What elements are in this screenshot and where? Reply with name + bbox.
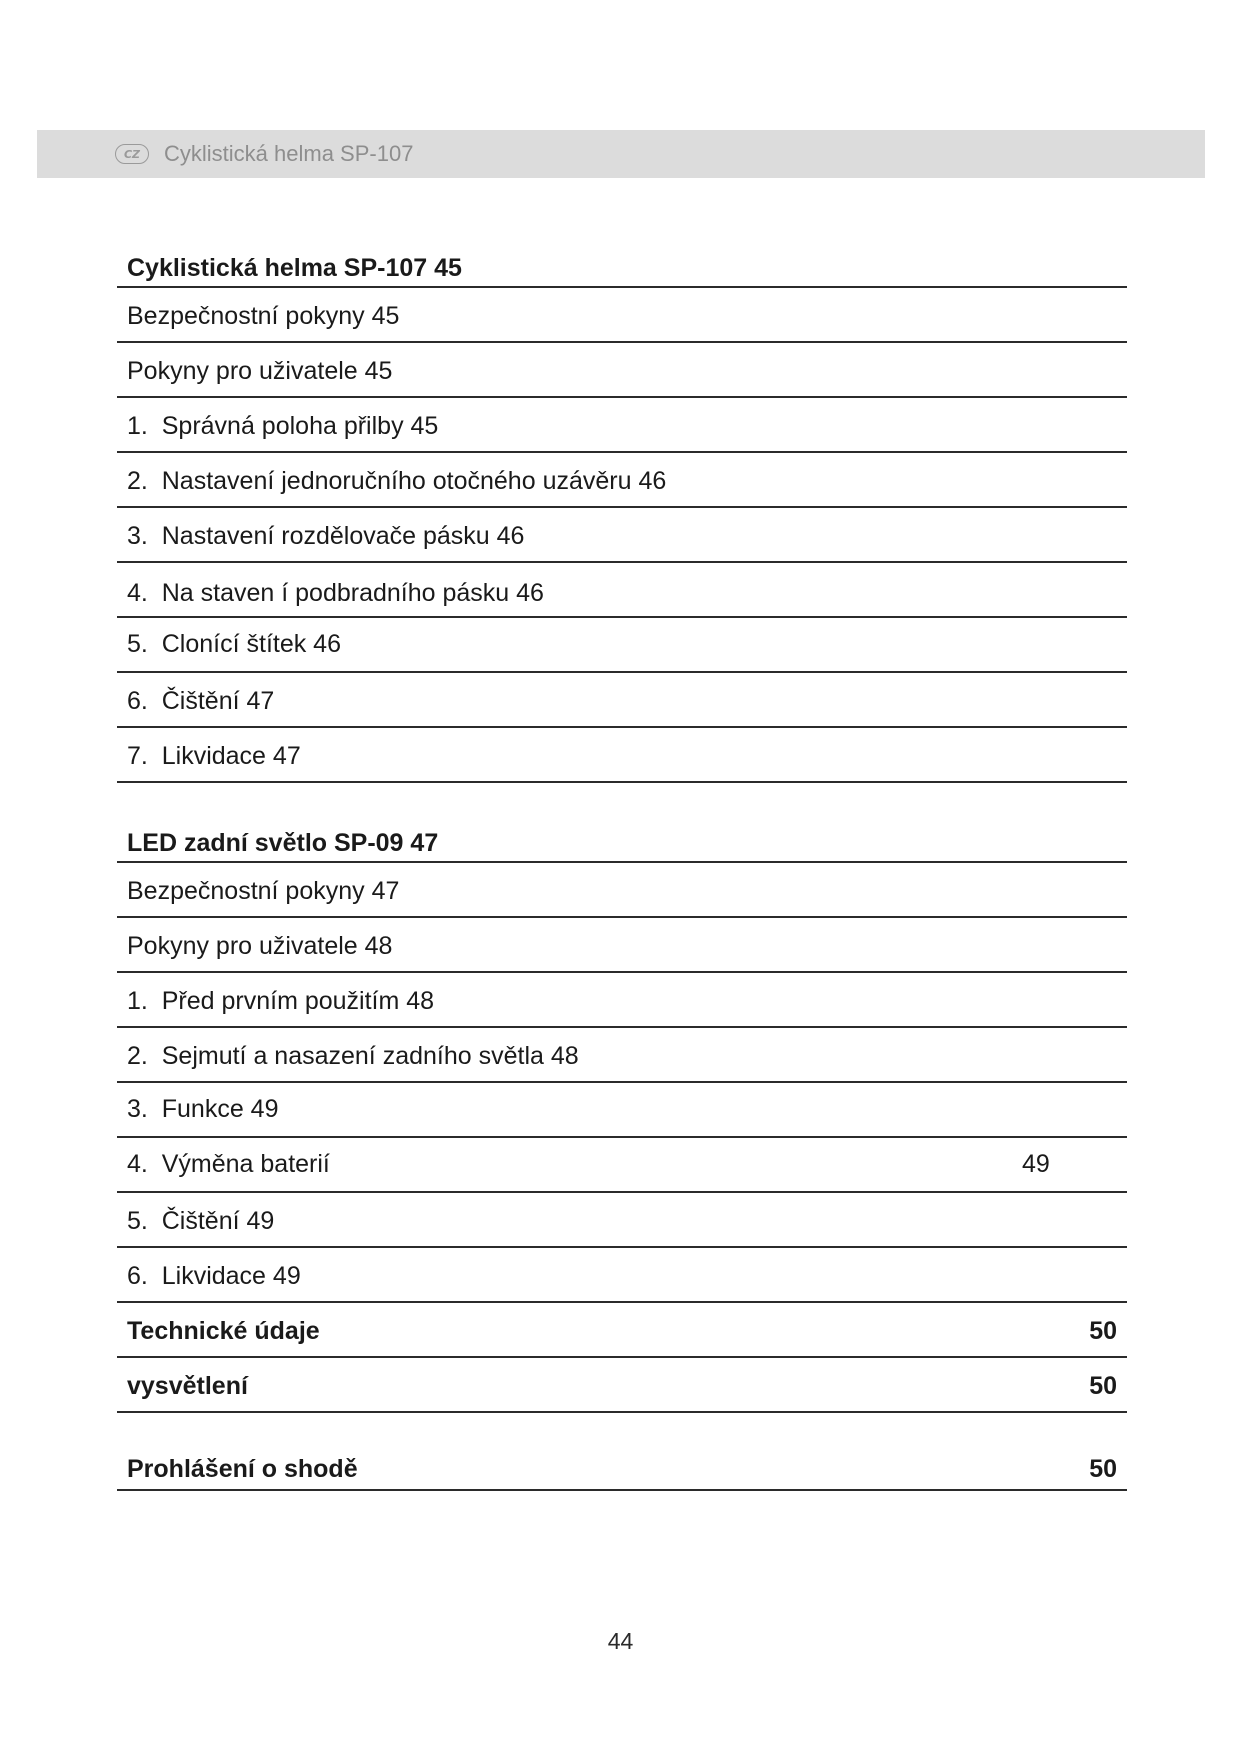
page-number: 44 (607, 1628, 634, 1654)
toc-item[interactable]: Bezpečnostní pokyny 45 (117, 288, 1127, 343)
toc-item-declaration[interactable]: Prohlášení o shodě 50 (117, 1413, 1127, 1491)
toc-item[interactable]: 1. Správná poloha přilby 45 (117, 398, 1127, 453)
toc-item[interactable]: 5. Clonící štítek 46 (117, 618, 1127, 673)
toc-item[interactable]: 2. Sejmutí a nasazení zadního světla 48 (117, 1028, 1127, 1083)
toc-item[interactable]: 6. Čištění 47 (117, 673, 1127, 728)
toc-item[interactable]: 4. Na staven í podbradního pásku 46 (117, 563, 1127, 618)
toc-item[interactable]: Pokyny pro uživatele 48 (117, 918, 1127, 973)
toc-item[interactable]: Pokyny pro uživatele 45 (117, 343, 1127, 398)
toc-heading-led-light[interactable]: LED zadní světlo SP-09 47 (117, 823, 1127, 863)
toc-item[interactable]: 3. Nastavení rozdělovače pásku 46 (117, 508, 1127, 563)
header-band (37, 130, 1205, 178)
toc-item[interactable]: 7. Likvidace 47 (117, 728, 1127, 783)
toc-item-battery[interactable]: 4. Výměna baterií 49 (117, 1138, 1127, 1193)
toc-item[interactable]: 3. Funkce 49 (117, 1083, 1127, 1138)
toc-item-legend[interactable]: vysvětlení 50 (117, 1358, 1127, 1413)
toc-item[interactable]: 2. Nastavení jednoručního otočného uzávěru 46 (117, 453, 1127, 508)
toc-section-helmet (117, 248, 1127, 783)
toc-heading-helmet[interactable]: Cyklistická helma SP-107 45 (117, 248, 1127, 288)
toc-item[interactable]: 1. Před prvním použitím 48 (117, 973, 1127, 1028)
language-badge: CZ (115, 144, 149, 164)
toc-item-page: 50 (1089, 1455, 1117, 1483)
toc-item-technical-data[interactable]: Technické údaje 50 (117, 1303, 1127, 1358)
toc-item-page: 50 (1089, 1317, 1117, 1345)
toc-item[interactable]: Bezpečnostní pokyny 47 (117, 863, 1127, 918)
toc-item[interactable]: 6. Likvidace 49 (117, 1248, 1127, 1303)
toc-item-page: 50 (1089, 1372, 1117, 1400)
toc-item[interactable]: 5. Čištění 49 (117, 1193, 1127, 1248)
header-title: Cyklistická helma SP-107 (164, 141, 414, 166)
toc-section-led-light (117, 823, 1127, 1491)
toc-item-page: 49 (1022, 1150, 1050, 1178)
